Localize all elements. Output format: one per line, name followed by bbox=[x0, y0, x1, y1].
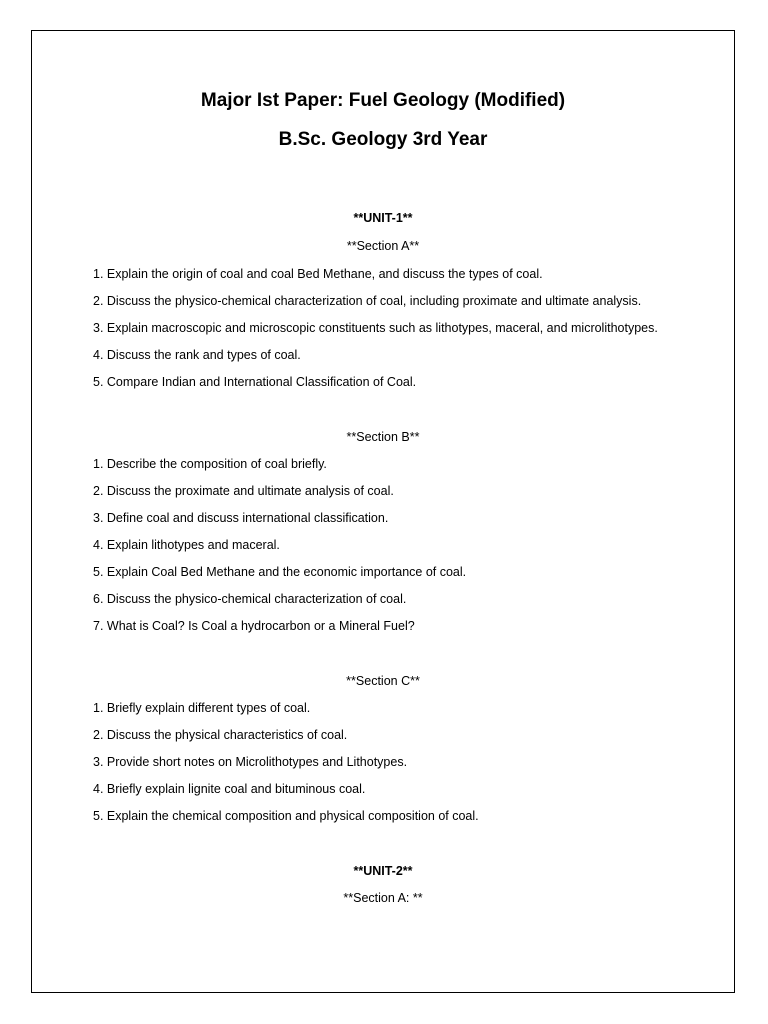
document-subtitle: B.Sc. Geology 3rd Year bbox=[278, 129, 488, 150]
list-item: 3. Provide short notes on Microlithotypes and Lithotypes. bbox=[93, 755, 408, 769]
unit-1-section-c-heading: **Section C** bbox=[346, 674, 420, 688]
unit-1-section-b-heading: **Section B** bbox=[346, 430, 420, 444]
unit-1-heading: **UNIT-1** bbox=[353, 211, 413, 225]
document-body bbox=[93, 88, 693, 907]
list-item: 2. Discuss the proximate and ultimate analysis of coal. bbox=[93, 484, 394, 498]
list-item: 4. Briefly explain lignite coal and bituminous coal. bbox=[93, 782, 366, 796]
list-item: 5. Compare Indian and International Classification of Coal. bbox=[93, 375, 417, 389]
unit-2-heading: **UNIT-2** bbox=[353, 864, 413, 878]
list-item: 1. Explain the origin of coal and coal Bed Methane, and discuss the types of coal. bbox=[93, 267, 543, 281]
unit-1-section-a-heading: **Section A** bbox=[346, 239, 420, 253]
list-item: 1. Describe the composition of coal briefly. bbox=[93, 457, 327, 471]
unit-2-section-a-heading: **Section A: ** bbox=[343, 891, 423, 905]
list-item: 2. Discuss the physico-chemical characterization of coal, including proximate and ultimate analysis. bbox=[93, 294, 642, 308]
list-item: 5. Explain the chemical composition and physical composition of coal. bbox=[93, 809, 479, 823]
document-title: Major Ist Paper: Fuel Geology (Modified) bbox=[200, 90, 566, 111]
list-item: 4. Explain lithotypes and maceral. bbox=[93, 538, 280, 552]
list-item: 3. Define coal and discuss international classification. bbox=[93, 511, 389, 525]
list-item: 3. Explain macroscopic and microscopic constituents such as lithotypes, maceral, and microlithotypes. bbox=[93, 321, 658, 335]
list-item: 5. Explain Coal Bed Methane and the economic importance of coal. bbox=[93, 565, 467, 579]
list-item: 7. What is Coal? Is Coal a hydrocarbon or a Mineral Fuel? bbox=[93, 619, 415, 633]
list-item: 4. Discuss the rank and types of coal. bbox=[93, 348, 301, 362]
list-item: 1. Briefly explain different types of coal. bbox=[93, 701, 311, 715]
list-item: 6. Discuss the physico-chemical characterization of coal. bbox=[93, 592, 407, 606]
list-item: 2. Discuss the physical characteristics of coal. bbox=[93, 728, 348, 742]
